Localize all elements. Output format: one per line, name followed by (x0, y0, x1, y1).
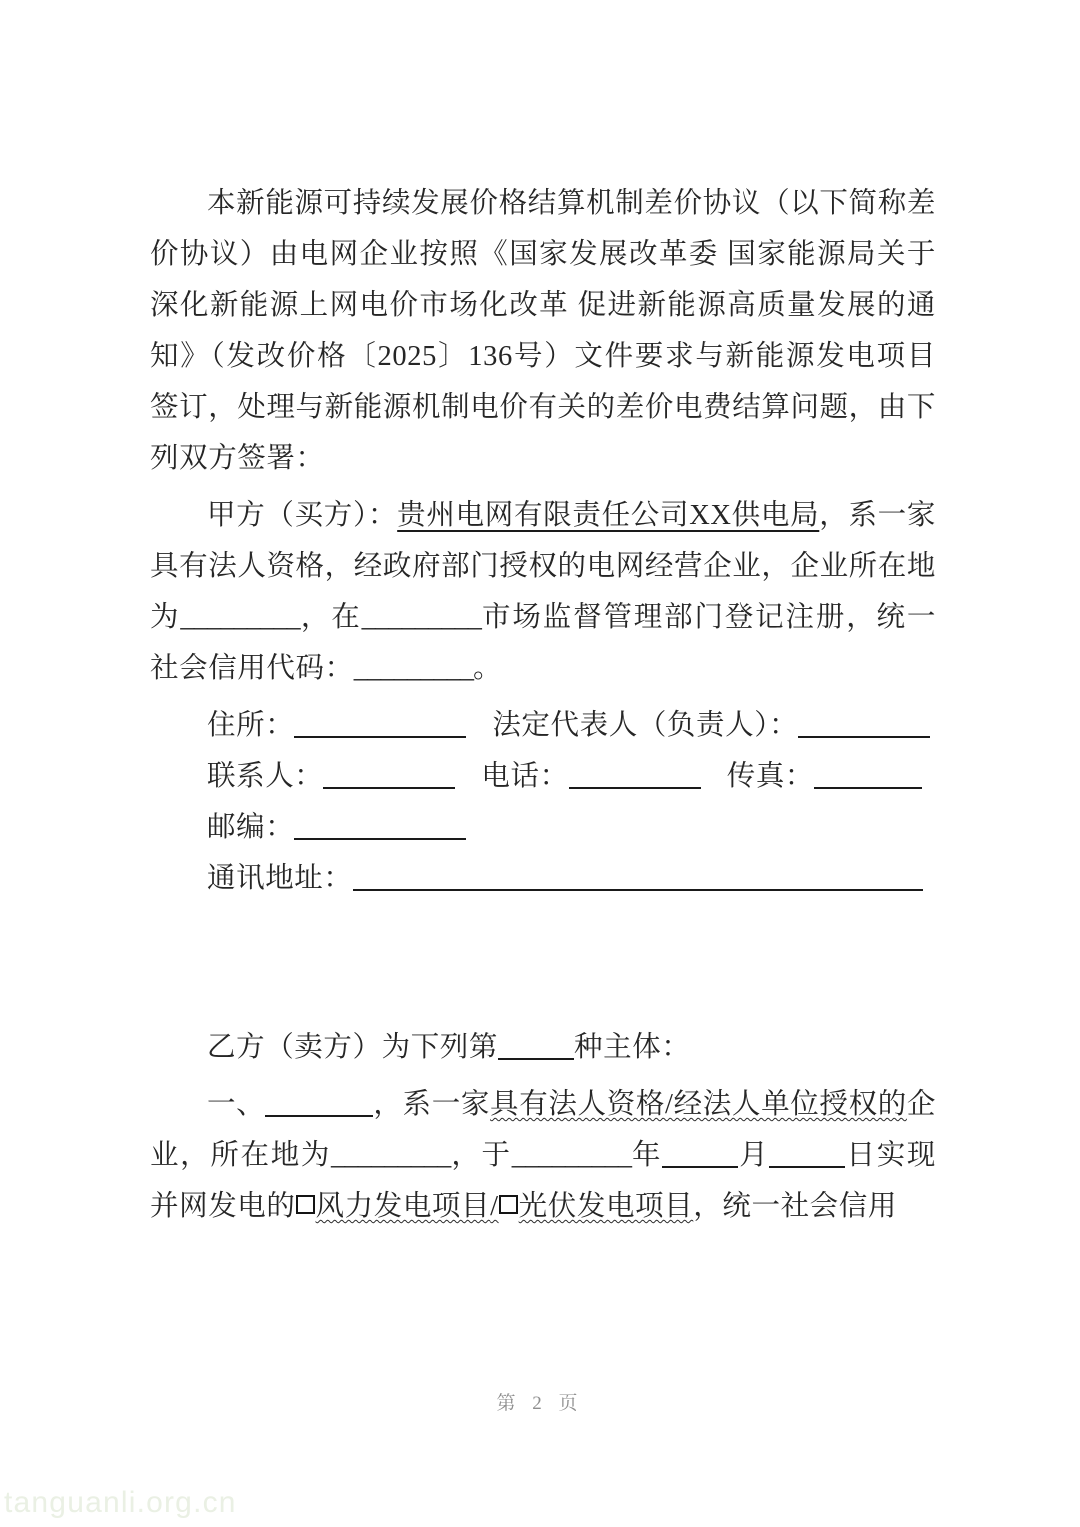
item-one-after-blank-text: ，系一家 (373, 1089, 491, 1120)
party-b-type-blank[interactable] (498, 1034, 574, 1060)
solar-power-checkbox[interactable] (499, 1195, 518, 1214)
party-a-mid-text-2: ，在 (299, 602, 362, 633)
item-one-tail-text: ，统一社会信用 (693, 1191, 897, 1222)
site-watermark: tanguanli.org.cn (4, 1486, 237, 1519)
party-a-mid-text: ，系一家具有法人资格，经政府部门授权的电网经营企业，企业所在地为 (150, 500, 936, 633)
postcode-input-blank[interactable] (294, 814, 466, 840)
item-one-day-blank[interactable] (769, 1142, 845, 1168)
fax-input-blank[interactable] (814, 763, 922, 789)
fax-label: 传真： (726, 761, 815, 792)
item-one-qualification-emphasis: 具有法人资格/经法人单位授权的 (490, 1089, 907, 1120)
option-separator-slash: / (490, 1191, 499, 1222)
legal-rep-label: 法定代表人（负责人）： (492, 710, 799, 741)
item-one-month-unit: 月 (738, 1140, 770, 1171)
intro-paragraph: 本新能源可持续发展价格结算机制差价协议（以下简称差价协议）由电网企业按照《国家发展改革委 国家能源局关于深化新能源上网电价市场化改革 促进新能源高质量发展的通知》（发改价格〔2025〕136号）文件要求与新能源发电项目签订，处理与新能源机制电价有关的差价电费结算问题，由下列双方签署： (150, 188, 936, 474)
legal-rep-input-blank[interactable] (798, 712, 930, 738)
party-a-mid-text-3: 市场监督管理部门登记注册，统一社会信用代码： (150, 602, 937, 684)
postcode-label: 邮编： (207, 812, 295, 843)
item-one-year-unit: 年 (630, 1140, 663, 1171)
party-a-name-value: 贵州电网有限责任公司XX供电局 (397, 500, 820, 531)
field-row-postcode (150, 802, 936, 853)
wind-power-checkbox[interactable] (296, 1195, 315, 1214)
field-row-mailing-address (150, 853, 936, 904)
party-b-item-one-paragraph (150, 1079, 936, 1232)
party-b-lead-suffix: 种主体： (574, 1032, 691, 1063)
item-one-continued-text: 企业，所在地为 (150, 1089, 937, 1171)
wind-power-option-label: 风力发电项目 (315, 1191, 491, 1222)
field-row-contact (150, 751, 936, 802)
contact-input-blank[interactable] (323, 763, 455, 789)
phone-input-blank[interactable] (569, 763, 701, 789)
mailing-address-input-blank[interactable] (353, 865, 923, 891)
party-a-location-blank[interactable]: _________ (180, 602, 300, 633)
party-a-prefix-label: 甲方（买方）： (207, 500, 398, 531)
contact-label: 联系人： (207, 761, 324, 792)
solar-power-option-label: 光伏发电项目 (518, 1191, 694, 1222)
item-one-month-blank[interactable] (662, 1142, 738, 1168)
party-a-paragraph (150, 490, 936, 694)
item-one-location-blank[interactable]: _________ (331, 1140, 451, 1171)
document-text-column (150, 178, 936, 1232)
party-a-registry-blank[interactable]: _________ (361, 602, 481, 633)
section-spacer (150, 904, 936, 1022)
party-b-lead-paragraph (150, 1022, 936, 1073)
item-one-number: 一、 (207, 1089, 266, 1120)
phone-label: 电话： (481, 761, 569, 792)
page-number-footer: 第 2 页 (496, 1393, 584, 1414)
item-one-name-blank[interactable] (265, 1091, 373, 1117)
item-one-year-blank[interactable]: _________ (511, 1140, 631, 1171)
party-b-lead-prefix: 乙方（卖方）为下列第 (207, 1032, 499, 1063)
address-input-blank[interactable] (294, 712, 466, 738)
item-one-day-unit: 日实现并网发电的 (150, 1140, 936, 1222)
item-one-continued-text-2: ，于 (450, 1140, 512, 1171)
field-row-address (150, 700, 936, 751)
mailing-address-label: 通讯地址： (207, 863, 353, 894)
address-label: 住所： (207, 710, 295, 741)
party-a-period: 。 (472, 653, 503, 684)
party-a-credit-code-blank[interactable]: _________ (353, 653, 473, 684)
